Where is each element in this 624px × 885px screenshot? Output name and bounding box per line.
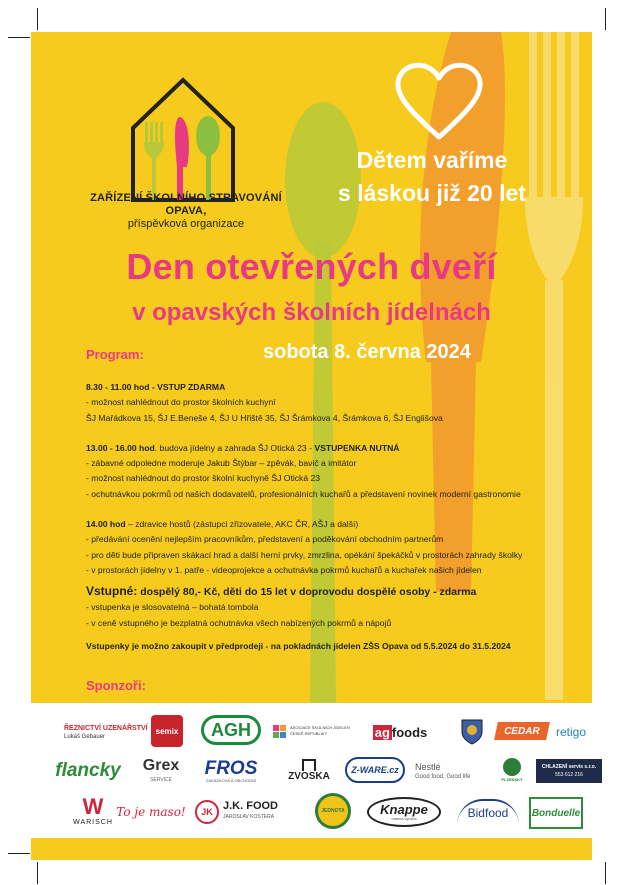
event-subtitle: v opavských školních jídelnách (132, 299, 491, 326)
sponsor-retigo-logo: retigo (555, 725, 587, 739)
sponsor-grex-logo: Grex SERVICE (142, 757, 180, 783)
crop-mark (8, 853, 30, 854)
sponsor-logos (31, 703, 597, 838)
program-label: Program: (86, 347, 144, 362)
entry-text: dospělý 80,- Kč, děti do 15 let v doprovodu dospělé osoby - zdarma (137, 586, 477, 599)
slogan-line1: Dětem vaříme (356, 147, 508, 173)
block1-rest: - VSTUP ZDARMA (149, 382, 226, 392)
sponsor-crest-logo (459, 717, 485, 747)
entry-line (86, 584, 586, 600)
organization-name-line1: ZAŘÍZENÍ ŠKOLNÍHO STRAVOVÁNÍ (90, 192, 282, 204)
plzensky-emblem-icon (503, 758, 521, 776)
slogan (321, 144, 543, 210)
block2-item: - zábavné odpoledne moderuje Jakub Štýbar – zpěvák, bavič a imitátor (86, 458, 357, 469)
event-date: sobota 8. června 2024 (263, 341, 471, 363)
city-crest-icon (460, 718, 484, 746)
entry-label: Vstupné: (86, 584, 138, 599)
crop-mark (605, 862, 606, 884)
sponsor-cedar-logo: CEDAR (494, 722, 550, 740)
crop-mark (37, 8, 38, 30)
organization-name (86, 192, 286, 231)
crop-mark (8, 37, 30, 38)
sponsor-gebauer-logo: ŘEZNICTVÍ UZENÁŘSTVÍ Lukáš Gebauer (64, 725, 148, 740)
sponsor-chlazeni-logo: CHLAZENÍ servis s.r.o. 553 612 216 (536, 759, 602, 783)
crop-mark (37, 862, 38, 884)
block3-time: 14.00 hod (86, 519, 126, 530)
block3-item: - předávání ocenění nejlepším pracovníkům, představení a poděkování obchodním partnerům (86, 534, 444, 545)
sponsor-knappe-logo: Knappe masná výroba (367, 797, 441, 827)
program-body (86, 380, 586, 654)
block3-item: - v prostorách jídelny v 1. patře - videoprojekce a ochutnávka pokrmů kuchařů a kuchařek našich jídelen (86, 564, 482, 575)
block2-time: 13.00 - 16.00 hod (86, 442, 155, 453)
sponsor-warisch-logo: W WARISCH (73, 794, 113, 826)
block2-line1 (86, 441, 586, 456)
block2-note: VSTUPENKA NUTNÁ (314, 442, 400, 453)
block2-item: - možnost nahlédnout do prostor školní kuchyně ŠJ Otická 23 (86, 473, 321, 484)
sponsor-asj-logo: ASOCIACE ŠKOLNÍCH JÍDELEN ČESKÉ REPUBLIKY (273, 718, 361, 744)
organization-name-line3: příspěvková organizace (127, 218, 245, 230)
sponsor-flancky-logo: flancky (55, 760, 121, 781)
zvoska-mark-icon (302, 759, 316, 771)
presale-note: Vstupenky je možno zakoupit v předprodeji - na pokladnách jídelen ZŠS Opava od 5.5.2024 do 31.5.2024 (86, 640, 511, 651)
sponsor-tojemaso-logo: To je maso! (116, 805, 186, 819)
block1-line3: ŠJ Mařádkova 15, ŠJ E.Beneše 4, ŠJ U Hřiště 35, ŠJ Šrámkova 4, Šrámkova 6, ŠJ Englišova (86, 412, 443, 423)
sponsor-agh-logo: AGH (201, 715, 261, 745)
asj-squares-icon (273, 725, 286, 738)
sponsor-zware-logo: Z-WARE.cz (345, 757, 405, 783)
block1-line1 (86, 380, 586, 395)
poster (31, 32, 592, 703)
organization-name-line2: OPAVA, (165, 205, 207, 217)
entry-item: - vstupenka je slosovatelná – bohatá tombola (86, 602, 259, 613)
sponsor-bonduelle-logo: Bonduelle (529, 797, 583, 829)
sponsor-jednota-logo: JEDNOTA (315, 793, 351, 829)
sponsor-fros-logo: FROS ZAKÁZKOVÁ A OBCHODNÍ (204, 757, 258, 783)
sponsor-bidfood-logo: Bidfood (457, 799, 519, 825)
sponsor-agfoods-logo: ag foods (374, 724, 428, 740)
sponsor-semix-logo: semix (151, 715, 183, 747)
block2-item: - ochutnávkou pokrmů od našich dodavatelů, profesionálních kuchařů a představení novinek moderní gastronomie (86, 488, 521, 499)
block3-item: - pro děti bude připraven skákací hrad a další herní prvky, zmrzlina, opékání špekáčků v prostorách zahrady školky (86, 549, 523, 560)
block1-line2: - možnost nahlédnout do prostor školních kuchyní (86, 397, 276, 408)
block1-time: 8.30 - 11.00 hod (86, 382, 150, 392)
sponsor-zvoska-logo: ZVOSKA (281, 755, 337, 787)
event-title: Den otevřených dveří (126, 246, 497, 287)
block2-place: . budova jídelny a zahrada ŠJ Otická 23 - (154, 442, 315, 453)
block3-line1 (86, 517, 586, 532)
warisch-mark-icon: W (82, 794, 104, 819)
sponsors-label: Sponzoři: (86, 678, 146, 693)
jkfood-badge-icon: JK (195, 800, 219, 824)
entry-item: - v ceně vstupného je bezplatná ochutnávka všech nabízených pokrmů a nápojů (86, 617, 392, 628)
crop-mark (605, 8, 606, 30)
slogan-line2: s láskou již 20 let (338, 180, 526, 206)
block3-rest: – zdravice hostů (zástupci zřizovatele, AKC ČR, AŠJ a další) (125, 519, 359, 530)
sponsor-nestle-logo: Nestlé Good food, Good life (415, 762, 471, 780)
sponsor-plzensky-logo: PLZEŇSKÝ (497, 755, 527, 787)
poster-bottom-band (31, 838, 592, 860)
sponsor-jkfood-logo: JK J.K. FOOD JAROSLAV KOSTERA (195, 797, 295, 827)
